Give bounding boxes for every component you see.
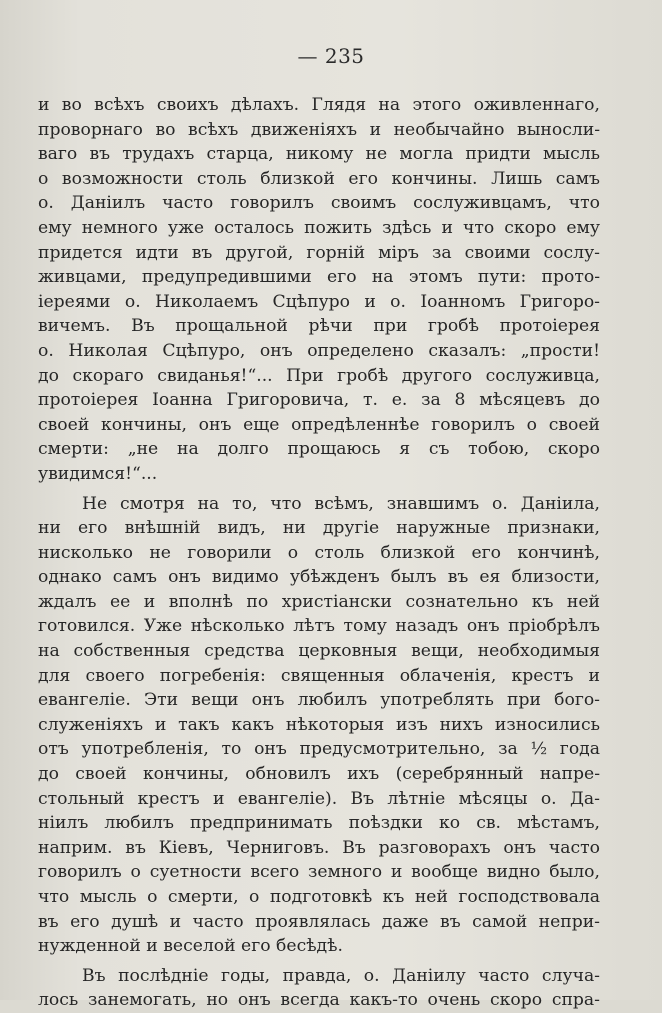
text-line: лось занемогать, но онъ всегда какъ-то очень скоро спра-	[38, 990, 600, 1011]
text-line: ніилъ любилъ предпринимать поѣздки ко св. мѣстамъ,	[38, 813, 600, 834]
paragraph	[38, 93, 600, 487]
text-line: отъ употребленія, то онъ предусмотрительно, за ½ года	[38, 739, 600, 760]
text-line: служеніяхъ и такъ какъ нѣкоторыя изъ нихъ износились	[38, 714, 600, 735]
text-line: ждалъ ее и вполнѣ по христіански сознательно къ ней	[38, 591, 600, 612]
text-line: наприм. въ Кіевъ, Черниговъ. Въ разговорахъ онъ часто	[38, 837, 600, 858]
text-line: увидимся!“...	[38, 463, 158, 484]
text-line: Въ послѣдніе годы, правда, о. Даніилу часто случа-	[82, 965, 600, 986]
text-line: іереями о. Николаемъ Сцѣпуро и о. Іоанномъ Григоро-	[38, 291, 600, 312]
text-line: ни его внѣшній видъ, ни другіе наружные признаки,	[38, 518, 600, 539]
text-line: своей кончины, онъ еще опредѣленнѣе говорилъ о своей	[38, 414, 600, 435]
text-line: стольный крестъ и евангеліе). Въ лѣтніе мѣсяцы о. Да-	[38, 788, 600, 809]
text-line: нужденной и веселой его бесѣдѣ.	[38, 936, 343, 957]
text-line: евангеліе. Эти вещи онъ любилъ употреблять при бого-	[38, 690, 600, 711]
text-line: нисколько не говорили о столь близкой его кончинѣ,	[38, 542, 600, 563]
text-line: о возможности столь близкой его кончины. Лишь самъ	[38, 168, 600, 189]
text-line: о. Николая Сцѣпуро, онъ определено сказалъ: „прости!	[38, 340, 600, 361]
text-line: придется идти въ другой, горній міръ за своими сослу-	[38, 242, 600, 263]
text-line: однако самъ онъ видимо убѣжденъ былъ въ ея близости,	[38, 567, 600, 588]
text-line: готовился. Уже нѣсколько лѣтъ тому назадъ онъ пріобрѣлъ	[38, 616, 600, 637]
body-text	[38, 93, 600, 1013]
text-line: говорилъ о суетности всего земного и вообще видно было,	[38, 862, 600, 883]
text-line: ему немного уже осталось пожить здѣсь и что скоро ему	[38, 217, 600, 238]
text-line: вичемъ. Въ прощальной рѣчи при гробѣ протоіерея	[38, 316, 600, 337]
text-line: до своей кончины, обновилъ ихъ (серебрянный напре-	[38, 764, 600, 785]
text-line: протоіерея Іоанна Григоровича, т. е. за 8 мѣсяцевъ до	[38, 390, 600, 411]
text-line: на собственныя средства церковныя вещи, необходимыя	[38, 641, 600, 662]
text-line: о. Даніилъ часто говорилъ своимъ сослуживцамъ, что	[38, 193, 600, 214]
paragraph	[38, 492, 600, 959]
text-line: проворнаго во всѣхъ движеніяхъ и необычайно выносли-	[38, 119, 600, 140]
text-line: живцами, предупредившими его на этомъ пути: прото-	[38, 267, 600, 288]
text-line: что мысль о смерти, о подготовкѣ къ ней господствовала	[38, 887, 600, 907]
text-line: до скораго свиданья!“... При гробѣ другого сослуживца,	[38, 365, 600, 386]
paragraph	[38, 964, 600, 1013]
text-line: въ его душѣ и часто проявлялась даже въ самой непри-	[38, 911, 600, 932]
text-line: Не смотря на то, что всѣмъ, знавшимъ о. Даніила,	[82, 493, 600, 514]
text-line: смерти: „не на долго прощаюсь я съ тобою, скоро	[38, 439, 600, 460]
text-line: ваго въ трудахъ старца, никому не могла придти мысль	[38, 144, 600, 165]
text-line: и во всѣхъ своихъ дѣлахъ. Глядя на этого оживленнаго,	[38, 95, 600, 115]
text-line: для своего погребенія: священныя облаченія, крестъ и	[38, 665, 600, 686]
page-number: — 235	[297, 44, 365, 68]
